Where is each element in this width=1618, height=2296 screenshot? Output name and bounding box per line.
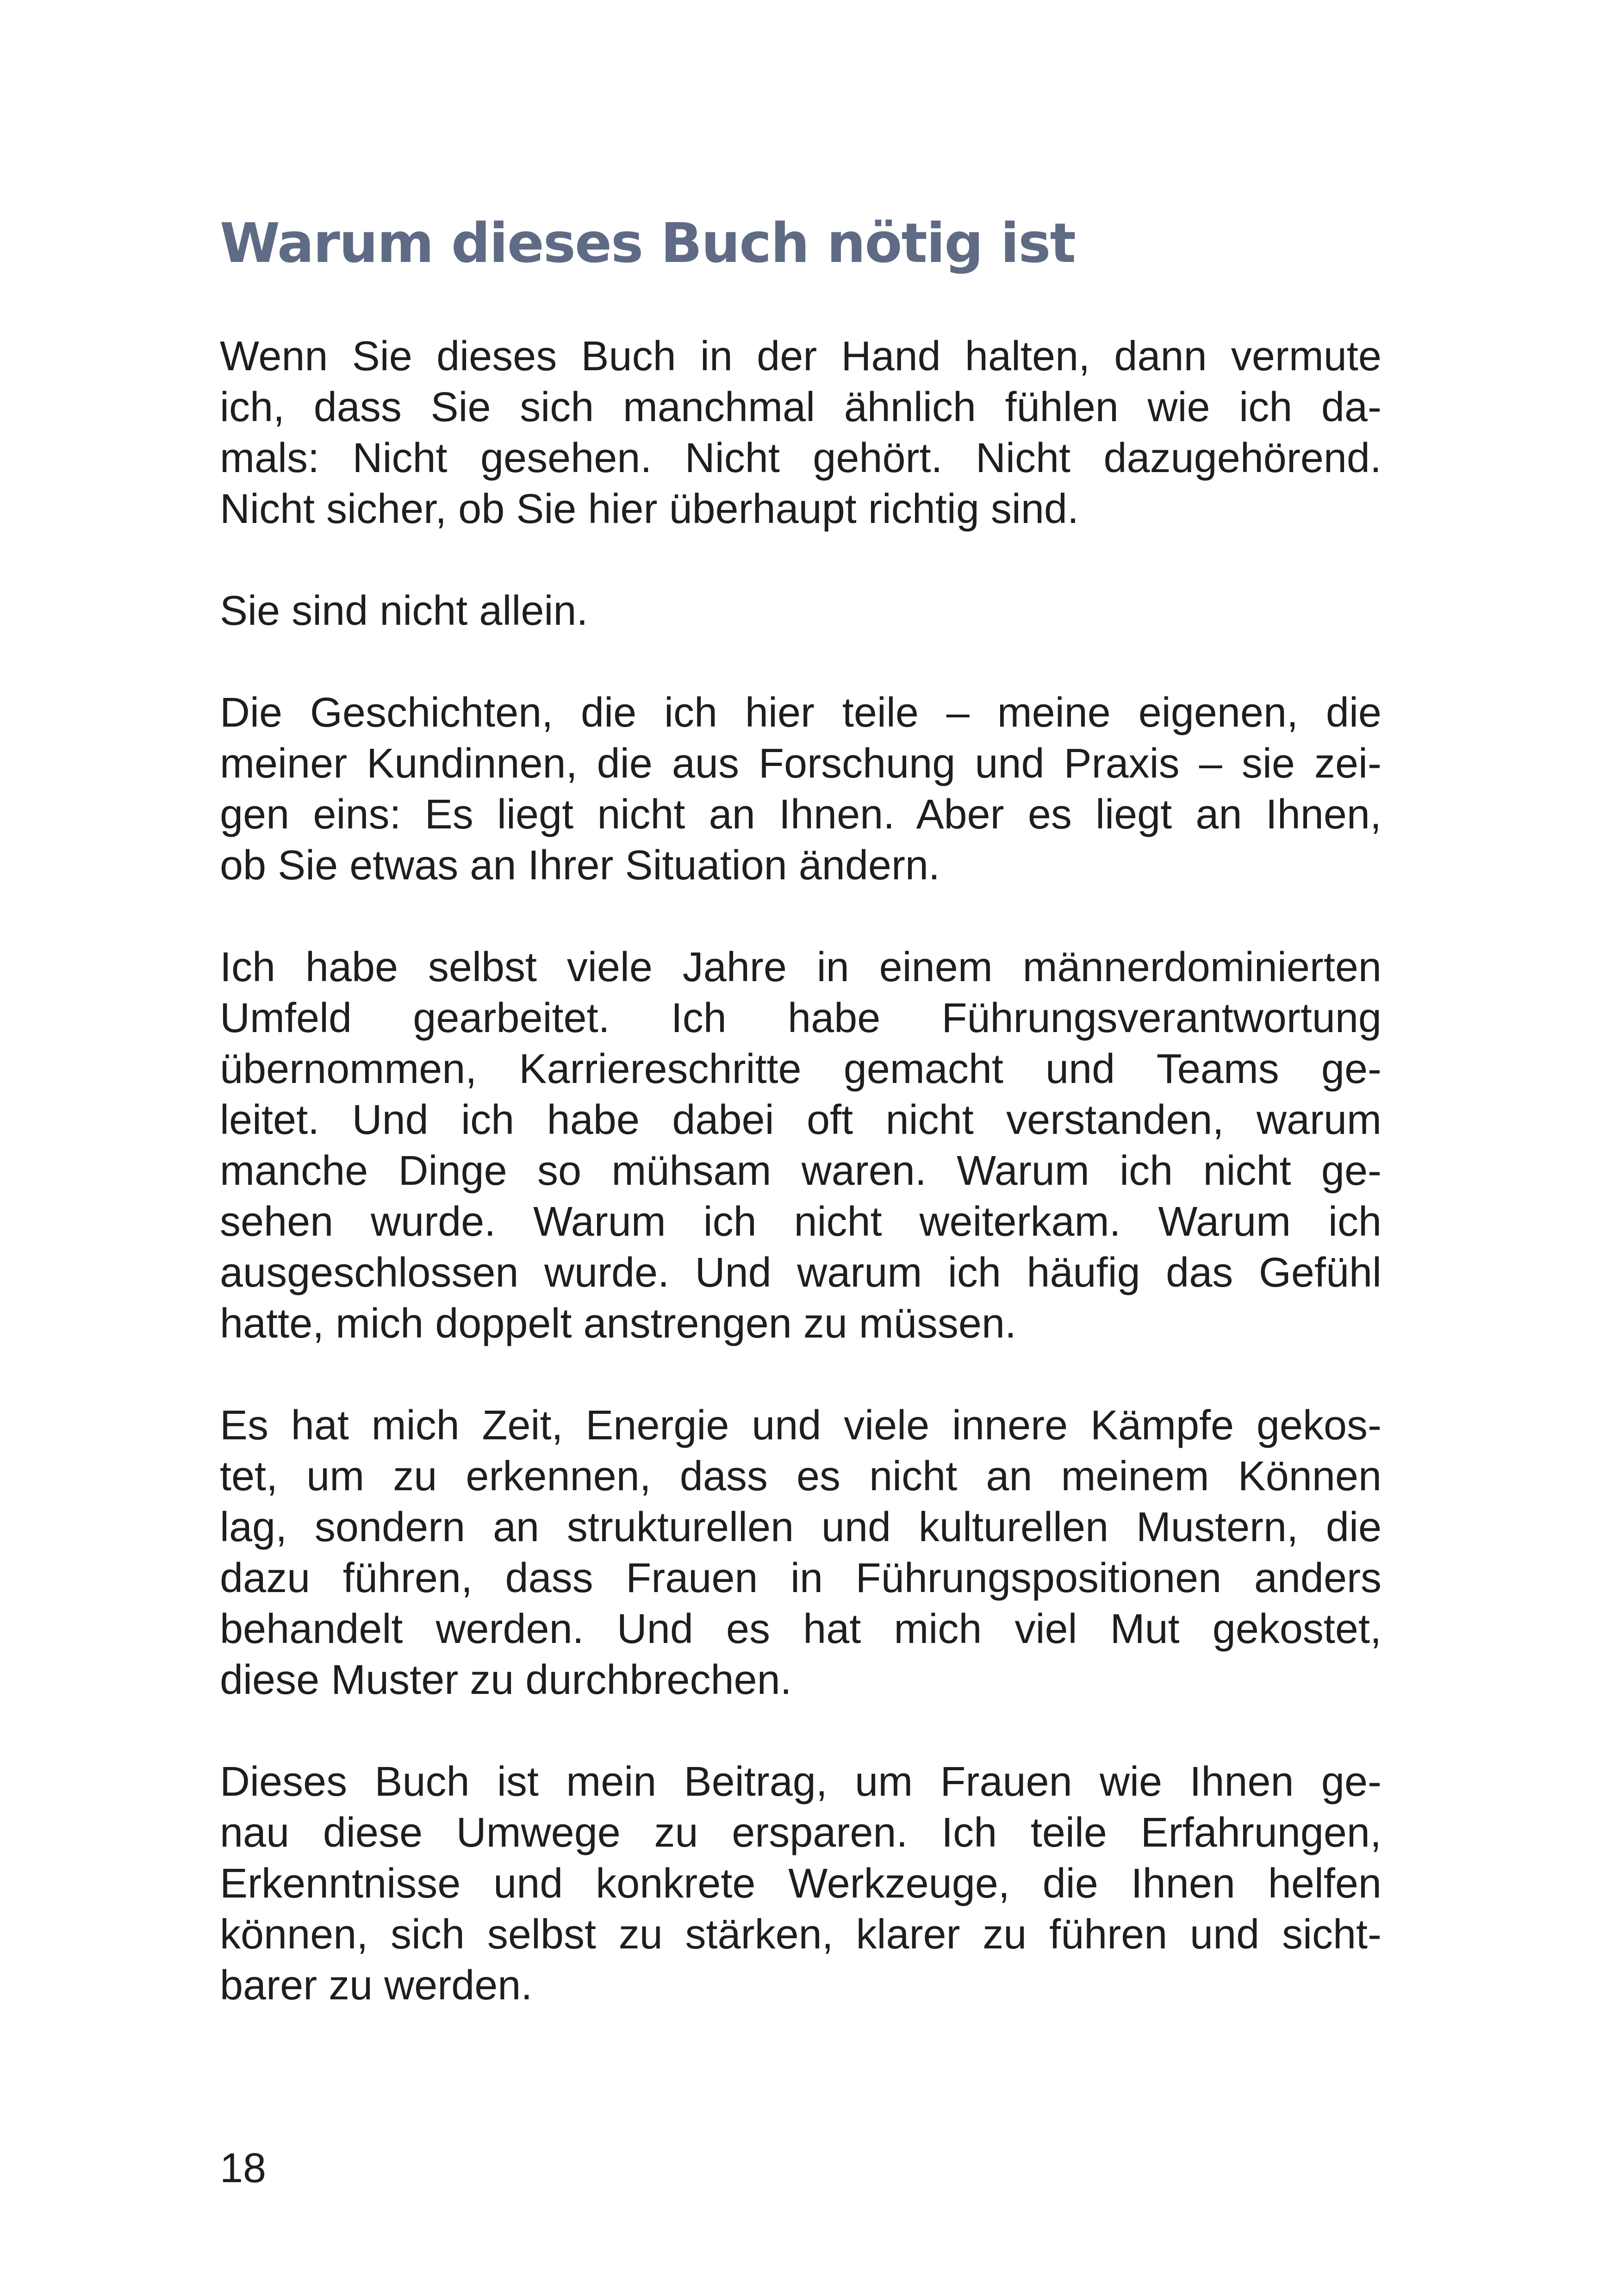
text-line: sehen wurde. Warum ich nicht weiterkam. Warum ich xyxy=(220,1199,1382,1245)
text-line: Ich habe selbst viele Jahre in einem männerdominierten xyxy=(220,944,1382,990)
text-line: diese Muster zu durchbrechen. xyxy=(220,1657,792,1703)
text-line: hatte, mich doppelt anstrengen zu müssen. xyxy=(220,1300,1017,1347)
text-line: Wenn Sie dieses Buch in der Hand halten, dann vermute xyxy=(220,333,1382,380)
text-line: Es hat mich Zeit, Energie und viele innere Kämpfe gekos- xyxy=(220,1402,1382,1449)
text-line: dazu führen, dass Frauen in Führungspositionen anders xyxy=(220,1555,1382,1601)
paragraph xyxy=(220,942,1382,1349)
text-line: können, sich selbst zu stärken, klarer zu führen und sicht- xyxy=(220,1911,1382,1958)
text-line: Umfeld gearbeitet. Ich habe Führungsverantwortung xyxy=(220,995,1382,1041)
text-line: ob Sie etwas an Ihrer Situation ändern. xyxy=(220,842,940,889)
body-text xyxy=(220,331,1382,2062)
chapter-heading: Warum dieses Buch nötig ist xyxy=(220,211,1075,275)
text-line: mals: Nicht gesehen. Nicht gehört. Nicht dazugehörend. xyxy=(220,435,1382,481)
text-line: ich, dass Sie sich manchmal ähnlich fühlen wie ich da- xyxy=(220,384,1382,430)
text-line: Dieses Buch ist mein Beitrag, um Frauen wie Ihnen ge- xyxy=(220,1759,1382,1805)
paragraph xyxy=(220,1400,1382,1705)
text-line: tet, um zu erkennen, dass es nicht an meinem Können xyxy=(220,1453,1382,1500)
paragraph xyxy=(220,687,1382,891)
text-line: übernommen, Karriereschritte gemacht und Teams ge- xyxy=(220,1046,1382,1092)
text-line: Nicht sicher, ob Sie hier überhaupt richtig sind. xyxy=(220,486,1079,532)
paragraph xyxy=(220,1756,1382,2011)
text-line: Sie sind nicht allein. xyxy=(220,588,588,634)
text-line: manche Dinge so mühsam waren. Warum ich nicht ge- xyxy=(220,1148,1382,1194)
text-line: gen eins: Es liegt nicht an Ihnen. Aber es liegt an Ihnen, xyxy=(220,791,1382,838)
paragraph xyxy=(220,331,1382,535)
text-line: lag, sondern an strukturellen und kulturellen Mustern, die xyxy=(220,1504,1382,1550)
paragraph xyxy=(220,585,1382,636)
text-line: behandelt werden. Und es hat mich viel Mut gekostet, xyxy=(220,1606,1382,1652)
text-line: Die Geschichten, die ich hier teile – meine eigenen, die xyxy=(220,690,1382,736)
text-line: meiner Kundinnen, die aus Forschung und Praxis – sie zei- xyxy=(220,740,1382,787)
page-number: 18 xyxy=(220,2145,267,2191)
text-line: barer zu werden. xyxy=(220,1962,533,2009)
text-line: nau diese Umwege zu ersparen. Ich teile Erfahrungen, xyxy=(220,1810,1382,1856)
text-line: Erkenntnisse und konkrete Werkzeuge, die Ihnen helfen xyxy=(220,1860,1382,1907)
text-line: leitet. Und ich habe dabei oft nicht verstanden, warum xyxy=(220,1097,1382,1143)
text-line: ausgeschlossen wurde. Und warum ich häufig das Gefühl xyxy=(220,1250,1382,1296)
